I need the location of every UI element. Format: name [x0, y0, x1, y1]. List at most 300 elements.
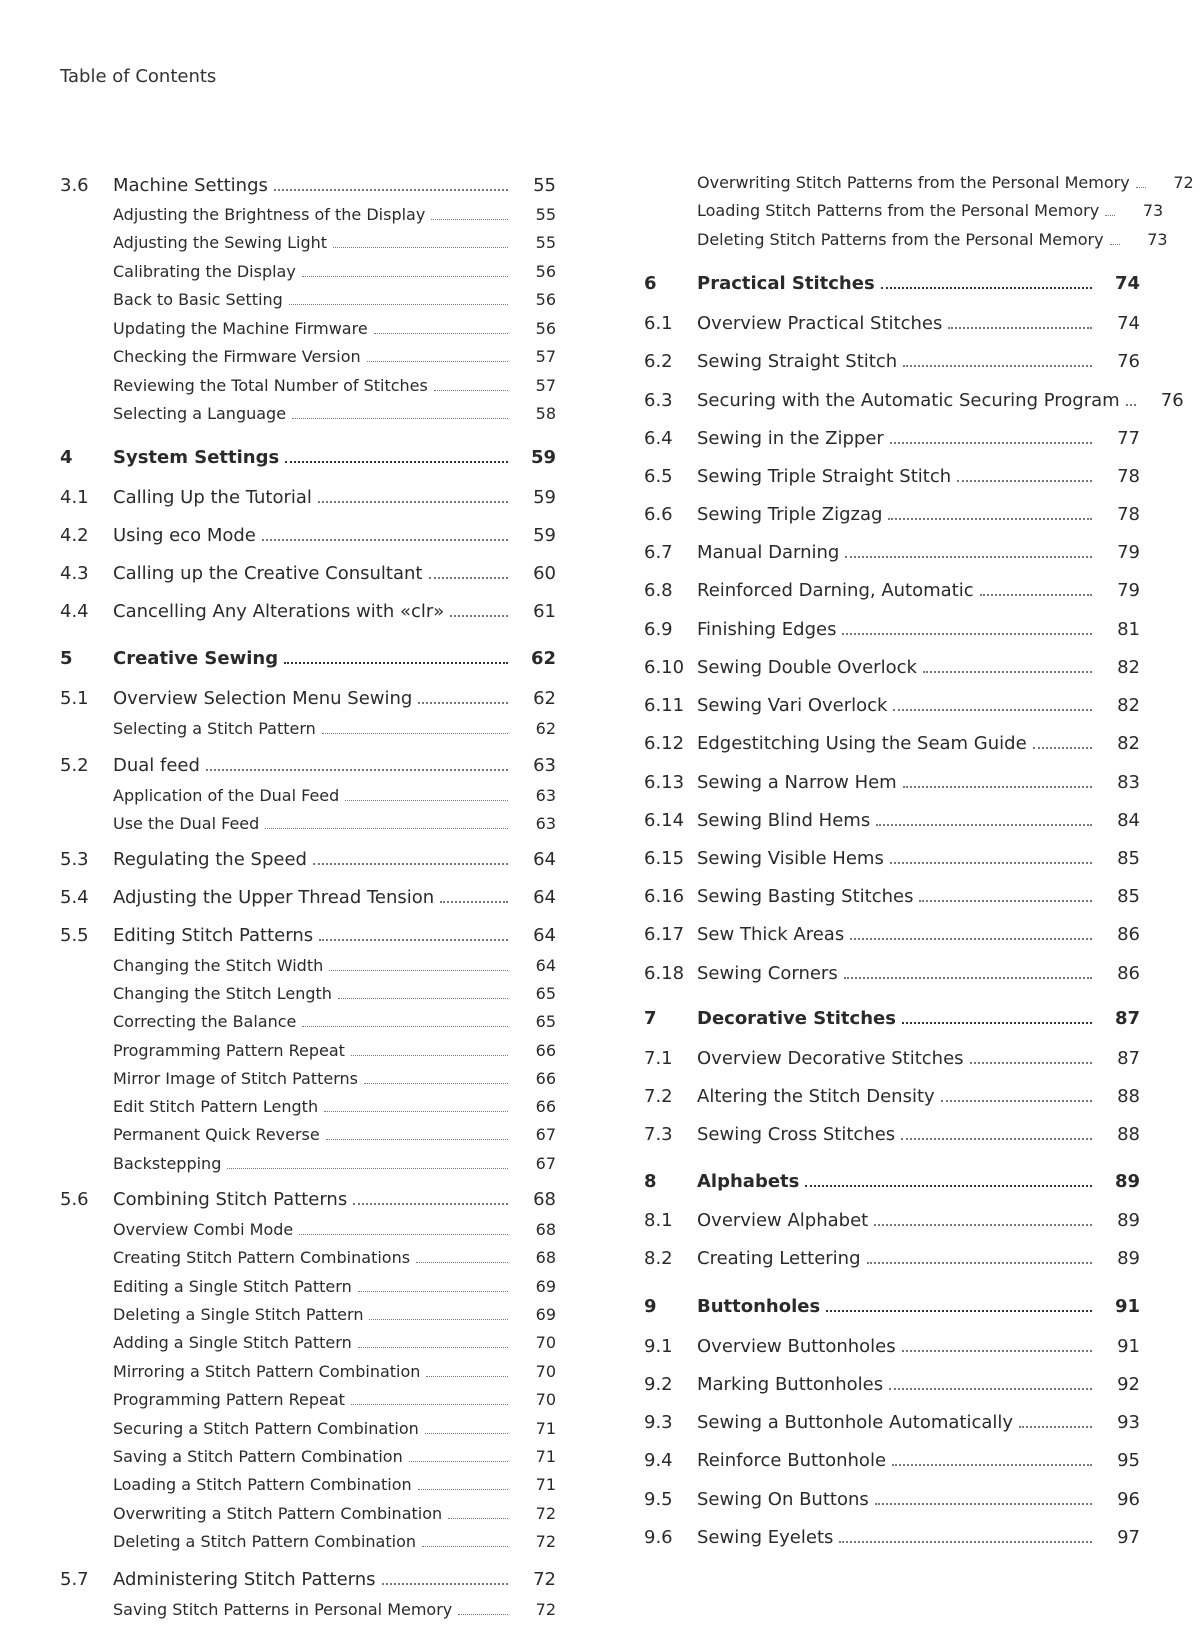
toc-entry-number: 4.3 — [60, 562, 89, 584]
toc-entry-number: 9.2 — [644, 1373, 673, 1395]
toc-entry-title: Overwriting a Stitch Pattern Combination — [113, 1503, 443, 1523]
toc-entry[interactable] — [60, 259, 556, 283]
toc-entry-title: Use the Dual Feed — [113, 813, 260, 833]
toc-entry-page: 84 — [1117, 809, 1140, 831]
toc-entry[interactable] — [60, 953, 556, 977]
toc-entry[interactable] — [644, 1372, 1140, 1396]
toc-entry[interactable] — [60, 1038, 556, 1062]
toc-entry[interactable] — [644, 271, 1140, 295]
toc-entry-title: Marking Buttonholes — [697, 1373, 884, 1395]
toc-entry-page: 68 — [535, 1247, 556, 1267]
toc-entry-title: Checking the Firmware Version — [113, 346, 361, 366]
toc-entry-title: Editing Stitch Patterns — [113, 924, 314, 946]
dot-leader — [876, 824, 1092, 826]
toc-entry[interactable] — [644, 1122, 1140, 1146]
toc-entry-title: Combining Stitch Patterns — [113, 1188, 348, 1210]
toc-entry-page: 86 — [1117, 923, 1140, 945]
toc-entry-title: System Settings — [113, 446, 280, 468]
toc-entry[interactable] — [60, 287, 556, 311]
toc-entry-title: Reviewing the Total Number of Stitches — [113, 375, 428, 395]
dot-leader — [302, 1026, 508, 1027]
toc-entry[interactable] — [60, 202, 556, 226]
toc-entry-title: Securing with the Automatic Securing Program — [697, 389, 1120, 411]
toc-entry-title: Reinforced Darning, Automatic — [697, 579, 974, 601]
toc-entry-title: Calling Up the Tutorial — [113, 486, 312, 508]
toc-entry-page: 96 — [1117, 1488, 1140, 1510]
toc-entry[interactable] — [60, 716, 556, 740]
dot-leader — [367, 361, 508, 362]
toc-entry-title: Selecting a Stitch Pattern — [113, 718, 316, 738]
toc-entry-title: Deleting Stitch Patterns from the Personal Memory — [697, 229, 1104, 249]
toc-entry-title: Sewing Straight Stitch — [697, 350, 898, 372]
toc-entry[interactable] — [644, 617, 1140, 641]
dot-leader — [318, 501, 508, 503]
toc-entry[interactable] — [644, 655, 1140, 679]
toc-entry-number: 5.6 — [60, 1188, 89, 1210]
dot-leader — [440, 901, 508, 903]
toc-entry-title: Updating the Machine Firmware — [113, 318, 368, 338]
toc-entry[interactable] — [644, 464, 1140, 488]
toc-entry-page: 70 — [535, 1361, 556, 1381]
toc-entry[interactable] — [60, 316, 556, 340]
toc-entry[interactable] — [644, 884, 1140, 908]
toc-entry-title: Deleting a Single Stitch Pattern — [113, 1304, 364, 1324]
toc-entry-page: 83 — [1117, 771, 1140, 793]
toc-entry-page: 97 — [1117, 1526, 1140, 1548]
toc-entry-page: 62 — [530, 647, 556, 669]
dot-leader — [313, 863, 508, 865]
dot-leader — [850, 938, 1092, 940]
toc-entry[interactable] — [644, 731, 1140, 755]
dot-leader — [353, 1203, 508, 1205]
dot-leader — [418, 1489, 508, 1490]
toc-entry[interactable] — [60, 1151, 556, 1175]
toc-entry[interactable] — [60, 1187, 556, 1211]
toc-entry-title: Sewing Visible Hems — [697, 847, 884, 869]
toc-entry-title: Creative Sewing — [113, 647, 279, 669]
toc-entry[interactable] — [644, 808, 1140, 832]
dot-leader — [265, 828, 508, 829]
toc-entry-page: 72 — [533, 1568, 556, 1590]
dot-leader — [980, 594, 1092, 596]
toc-entry[interactable] — [644, 1525, 1140, 1549]
toc-entry-title: Alphabets — [697, 1170, 800, 1192]
toc-entry-title: Sewing Cross Stitches — [697, 1123, 896, 1145]
toc-entry-number: 6.7 — [644, 541, 673, 563]
toc-entry-title: Loading Stitch Patterns from the Personal Memory — [697, 200, 1100, 220]
toc-entry-title: Practical Stitches — [697, 272, 875, 294]
dot-leader — [418, 702, 508, 704]
toc-entry-title: Sewing Triple Straight Stitch — [697, 465, 952, 487]
toc-entry-title: Sewing Basting Stitches — [697, 885, 914, 907]
toc-entry-title: Sewing in the Zipper — [697, 427, 884, 449]
toc-entry[interactable] — [644, 1294, 1140, 1318]
toc-entry-title: Finishing Edges — [697, 618, 837, 640]
dot-leader — [890, 862, 1092, 864]
toc-entry-title: Mirror Image of Stitch Patterns — [113, 1068, 358, 1088]
toc-entry-page: 64 — [535, 955, 556, 975]
toc-entry-page: 82 — [1117, 694, 1140, 716]
toc-entry-title: Overview Decorative Stitches — [697, 1047, 964, 1069]
toc-entry[interactable] — [644, 502, 1140, 526]
toc-entry-page: 59 — [533, 524, 556, 546]
toc-entry-page: 74 — [1117, 312, 1140, 334]
toc-entry[interactable] — [644, 1208, 1140, 1232]
dot-leader — [903, 786, 1092, 788]
toc-entry-number: 7.1 — [644, 1047, 673, 1069]
dot-leader — [941, 1100, 1092, 1102]
toc-entry-number: 6.2 — [644, 350, 673, 372]
toc-entry-page: 85 — [1117, 885, 1140, 907]
toc-entry-page: 87 — [1117, 1047, 1140, 1069]
toc-entry-number: 6.1 — [644, 312, 673, 334]
toc-entry-title: Adjusting the Brightness of the Display — [113, 204, 426, 224]
toc-entry[interactable] — [644, 426, 1140, 450]
toc-entry-page: 71 — [535, 1418, 556, 1438]
toc-entry[interactable] — [60, 1122, 556, 1146]
toc-entry-page: 82 — [1117, 732, 1140, 754]
toc-entry[interactable] — [60, 485, 556, 509]
toc-entry-title: Saving a Stitch Pattern Combination — [113, 1446, 403, 1466]
toc-entry-page: 55 — [535, 204, 556, 224]
toc-entry-page: 91 — [1117, 1335, 1140, 1357]
dot-leader — [302, 276, 508, 277]
toc-entry-page: 79 — [1117, 579, 1140, 601]
toc-entry[interactable] — [644, 1169, 1140, 1193]
dot-leader — [948, 327, 1092, 329]
toc-entry-number: 4.2 — [60, 524, 89, 546]
dot-leader — [422, 1546, 508, 1547]
toc-entry-title: Sewing Eyelets — [697, 1526, 834, 1548]
toc-entry-number: 6.16 — [644, 885, 685, 907]
toc-entry-page: 57 — [535, 346, 556, 366]
toc-entry[interactable] — [644, 170, 1194, 194]
dot-leader — [888, 518, 1092, 520]
toc-entry-title: Changing the Stitch Length — [113, 983, 332, 1003]
dot-leader — [875, 1503, 1092, 1505]
toc-entry-title: Sewing Triple Zigzag — [697, 503, 883, 525]
toc-entry-title: Overwriting Stitch Patterns from the Personal Memory — [697, 172, 1130, 192]
dot-leader — [425, 1433, 508, 1434]
dot-leader — [903, 365, 1092, 367]
toc-entry[interactable] — [60, 981, 556, 1005]
dot-leader — [844, 977, 1092, 979]
toc-entry[interactable] — [644, 198, 1164, 222]
toc-entry-title: Sewing Double Overlock — [697, 656, 917, 678]
toc-entry-page: 56 — [535, 289, 556, 309]
toc-entry-title: Calling up the Creative Consultant — [113, 562, 423, 584]
toc-entry[interactable] — [60, 173, 556, 197]
toc-entry-page: 85 — [1117, 847, 1140, 869]
toc-entry[interactable] — [60, 847, 556, 871]
toc-entry-number: 6.11 — [644, 694, 685, 716]
toc-entry-page: 93 — [1117, 1411, 1140, 1433]
toc-entry-page: 55 — [533, 174, 556, 196]
toc-entry[interactable] — [60, 1245, 556, 1269]
toc-entry-page: 69 — [535, 1304, 556, 1324]
toc-entry-number: 5.3 — [60, 848, 89, 870]
toc-entry-page: 67 — [535, 1124, 556, 1144]
dot-leader — [274, 189, 508, 191]
toc-entry-number: 6.3 — [644, 389, 673, 411]
toc-entry-number: 5.7 — [60, 1568, 89, 1590]
toc-entry-page: 66 — [535, 1096, 556, 1116]
toc-entry[interactable] — [60, 1597, 556, 1621]
dot-leader — [284, 662, 508, 664]
toc-entry[interactable] — [644, 961, 1140, 985]
toc-entry-page: 81 — [1117, 618, 1140, 640]
toc-entry[interactable] — [644, 540, 1140, 564]
toc-entry[interactable] — [644, 578, 1140, 602]
toc-entry-number: 6 — [644, 272, 657, 294]
toc-entry[interactable] — [60, 923, 556, 947]
toc-entry-number: 6.9 — [644, 618, 673, 640]
toc-entry[interactable] — [60, 885, 556, 909]
toc-entry[interactable] — [644, 1334, 1140, 1358]
toc-entry-page: 59 — [530, 446, 556, 468]
toc-entry-page: 64 — [533, 848, 556, 870]
dot-leader — [333, 247, 508, 248]
toc-entry[interactable] — [60, 811, 556, 835]
dot-leader — [826, 1310, 1092, 1312]
toc-entry-page: 67 — [535, 1153, 556, 1173]
toc-entry[interactable] — [60, 344, 556, 368]
toc-entry-page: 88 — [1117, 1085, 1140, 1107]
toc-entry-number: 9.3 — [644, 1411, 673, 1433]
toc-entry[interactable] — [644, 1487, 1140, 1511]
dot-leader — [351, 1404, 508, 1405]
toc-entry-title: Overview Practical Stitches — [697, 312, 943, 334]
toc-entry-title: Overview Alphabet — [697, 1209, 869, 1231]
toc-entry-title: Programming Pattern Repeat — [113, 1040, 345, 1060]
dot-leader — [1033, 747, 1092, 749]
dot-leader — [319, 939, 508, 941]
toc-entry-title: Adding a Single Stitch Pattern — [113, 1332, 352, 1352]
toc-entry-page: 57 — [535, 375, 556, 395]
toc-entry[interactable] — [60, 686, 556, 710]
toc-entry-title: Changing the Stitch Width — [113, 955, 324, 975]
toc-entry[interactable] — [644, 227, 1168, 251]
toc-entry[interactable] — [644, 1410, 1140, 1434]
toc-entry-number: 6.10 — [644, 656, 685, 678]
toc-entry-title: Back to Basic Setting — [113, 289, 283, 309]
toc-entry-title: Creating Stitch Pattern Combinations — [113, 1247, 411, 1267]
toc-entry[interactable] — [644, 388, 1184, 412]
dot-leader — [1136, 187, 1146, 188]
toc-entry-page: 69 — [535, 1276, 556, 1296]
toc-entry-page: 74 — [1114, 272, 1140, 294]
dot-leader — [890, 442, 1092, 444]
toc-entry-page: 62 — [533, 687, 556, 709]
toc-entry[interactable] — [60, 523, 556, 547]
toc-entry[interactable] — [60, 1567, 556, 1591]
toc-entry[interactable] — [644, 1246, 1140, 1270]
dot-leader — [1126, 404, 1136, 406]
dot-leader — [429, 577, 509, 579]
toc-entry[interactable] — [60, 561, 556, 585]
toc-entry-title: Overview Combi Mode — [113, 1219, 294, 1239]
dot-leader — [842, 633, 1092, 635]
toc-entry[interactable] — [60, 1217, 556, 1241]
toc-entry-page: 68 — [533, 1188, 556, 1210]
dot-leader — [324, 1111, 508, 1112]
toc-entry[interactable] — [60, 1387, 556, 1411]
toc-entry-page: 61 — [533, 600, 556, 622]
toc-entry[interactable] — [60, 1094, 556, 1118]
toc-entry-number: 5.1 — [60, 687, 89, 709]
dot-leader — [338, 998, 508, 999]
dot-leader — [299, 1234, 508, 1235]
toc-entry-page: 76 — [1160, 389, 1184, 411]
toc-entry-title: Correcting the Balance — [113, 1011, 297, 1031]
toc-entry-page: 59 — [533, 486, 556, 508]
toc-entry-page: 63 — [535, 813, 556, 833]
toc-entry-page: 71 — [535, 1446, 556, 1466]
toc-entry-page: 64 — [533, 886, 556, 908]
toc-entry-number: 9.1 — [644, 1335, 673, 1357]
toc-entry-number: 6.13 — [644, 771, 685, 793]
toc-entry[interactable] — [60, 599, 556, 623]
toc-entry[interactable] — [60, 1444, 556, 1468]
toc-entry-page: 89 — [1114, 1170, 1140, 1192]
toc-entry[interactable] — [60, 783, 556, 807]
toc-entry[interactable] — [60, 1472, 556, 1496]
toc-entry-number: 8 — [644, 1170, 657, 1192]
toc-entry-page: 62 — [535, 718, 556, 738]
dot-leader — [893, 709, 1092, 711]
toc-entry[interactable] — [644, 311, 1140, 335]
dot-leader — [416, 1262, 508, 1263]
toc-entry-page: 79 — [1117, 541, 1140, 563]
toc-entry-page: 63 — [533, 754, 556, 776]
dot-leader — [1105, 215, 1115, 216]
dot-leader — [426, 1376, 508, 1377]
toc-entry-number: 6.17 — [644, 923, 685, 945]
toc-entry-title: Overview Buttonholes — [697, 1335, 896, 1357]
toc-entry[interactable] — [60, 373, 556, 397]
toc-entry-page: 92 — [1117, 1373, 1140, 1395]
toc-entry-title: Backstepping — [113, 1153, 222, 1173]
toc-entry[interactable] — [60, 401, 556, 425]
toc-entry-number: 6.5 — [644, 465, 673, 487]
toc-entry-title: Sewing a Narrow Hem — [697, 771, 897, 793]
toc-entry-title: Selecting a Language — [113, 403, 287, 423]
toc-entry[interactable] — [644, 770, 1140, 794]
dot-leader — [957, 480, 1092, 482]
toc-entry-page: 73 — [1142, 200, 1164, 220]
toc-entry[interactable] — [644, 922, 1140, 946]
dot-leader — [364, 1083, 508, 1084]
toc-entry[interactable] — [60, 1359, 556, 1383]
toc-entry-title: Machine Settings — [113, 174, 268, 196]
dot-leader — [874, 1224, 1092, 1226]
toc-entry-title: Permanent Quick Reverse — [113, 1124, 320, 1144]
dot-leader — [450, 615, 508, 617]
dot-leader — [345, 800, 508, 801]
toc-entry-page: 72 — [1173, 172, 1194, 192]
dot-leader — [382, 1583, 508, 1585]
toc-entry-page: 89 — [1117, 1209, 1140, 1231]
toc-entry-title: Sewing Blind Hems — [697, 809, 871, 831]
toc-entry-page: 70 — [535, 1389, 556, 1409]
toc-entry[interactable] — [644, 693, 1140, 717]
dot-leader — [358, 1347, 508, 1348]
toc-entry-title: Edgestitching Using the Seam Guide — [697, 732, 1027, 754]
toc-entry[interactable] — [60, 1066, 556, 1090]
toc-entry-title: Manual Darning — [697, 541, 840, 563]
toc-entry-number: 5 — [60, 647, 73, 669]
toc-entry-title: Creating Lettering — [697, 1247, 861, 1269]
dot-leader — [369, 1319, 508, 1320]
toc-entry-number: 9.4 — [644, 1449, 673, 1471]
dot-leader — [206, 769, 508, 771]
dot-leader — [285, 461, 508, 463]
toc-entry-page: 65 — [535, 1011, 556, 1031]
dot-leader — [434, 390, 508, 391]
toc-entry[interactable] — [644, 1006, 1140, 1030]
toc-entry[interactable] — [60, 230, 556, 254]
dot-leader — [1110, 244, 1120, 245]
toc-entry[interactable] — [60, 445, 556, 469]
dot-leader — [329, 970, 508, 971]
toc-entry-number: 6.4 — [644, 427, 673, 449]
toc-entry-title: Overview Selection Menu Sewing — [113, 687, 413, 709]
toc-entry-number: 5.5 — [60, 924, 89, 946]
toc-entry[interactable] — [644, 846, 1140, 870]
toc-entry[interactable] — [60, 1009, 556, 1033]
dot-leader — [970, 1062, 1092, 1064]
toc-entry[interactable] — [644, 349, 1140, 373]
toc-entry-page: 70 — [535, 1332, 556, 1352]
toc-entry-number: 8.1 — [644, 1209, 673, 1231]
toc-entry[interactable] — [60, 1501, 556, 1525]
dot-leader — [351, 1055, 508, 1056]
toc-entry[interactable] — [60, 753, 556, 777]
toc-entry-page: 77 — [1117, 427, 1140, 449]
toc-entry-title: Sewing On Buttons — [697, 1488, 869, 1510]
toc-entry[interactable] — [60, 1529, 556, 1553]
dot-leader — [322, 733, 508, 734]
toc-entry-number: 4.1 — [60, 486, 89, 508]
toc-entry-page: 82 — [1117, 656, 1140, 678]
toc-entry[interactable] — [644, 1084, 1140, 1108]
toc-entry-title: Edit Stitch Pattern Length — [113, 1096, 319, 1116]
toc-entry-title: Altering the Stitch Density — [697, 1085, 935, 1107]
toc-entry[interactable] — [644, 1046, 1140, 1070]
toc-entry[interactable] — [60, 1274, 556, 1298]
toc-entry-title: Buttonholes — [697, 1295, 821, 1317]
toc-entry-title: Using eco Mode — [113, 524, 256, 546]
toc-entry-page: 86 — [1117, 962, 1140, 984]
toc-entry-page: 78 — [1117, 465, 1140, 487]
toc-entry-title: Mirroring a Stitch Pattern Combination — [113, 1361, 421, 1381]
toc-entry[interactable] — [60, 646, 556, 670]
toc-entry[interactable] — [60, 1416, 556, 1440]
dot-leader — [358, 1291, 508, 1292]
toc-entry[interactable] — [60, 1330, 556, 1354]
toc-entry-page: 66 — [535, 1040, 556, 1060]
toc-entry[interactable] — [60, 1302, 556, 1326]
toc-entry-title: Administering Stitch Patterns — [113, 1568, 376, 1590]
toc-entry-page: 76 — [1117, 350, 1140, 372]
dot-leader — [409, 1461, 508, 1462]
dot-leader — [458, 1614, 508, 1615]
toc-entry-number: 7 — [644, 1007, 657, 1029]
toc-entry-page: 66 — [535, 1068, 556, 1088]
toc-entry-title: Sewing Corners — [697, 962, 838, 984]
toc-entry-title: Cancelling Any Alterations with «clr» — [113, 600, 445, 622]
toc-entry[interactable] — [644, 1448, 1140, 1472]
